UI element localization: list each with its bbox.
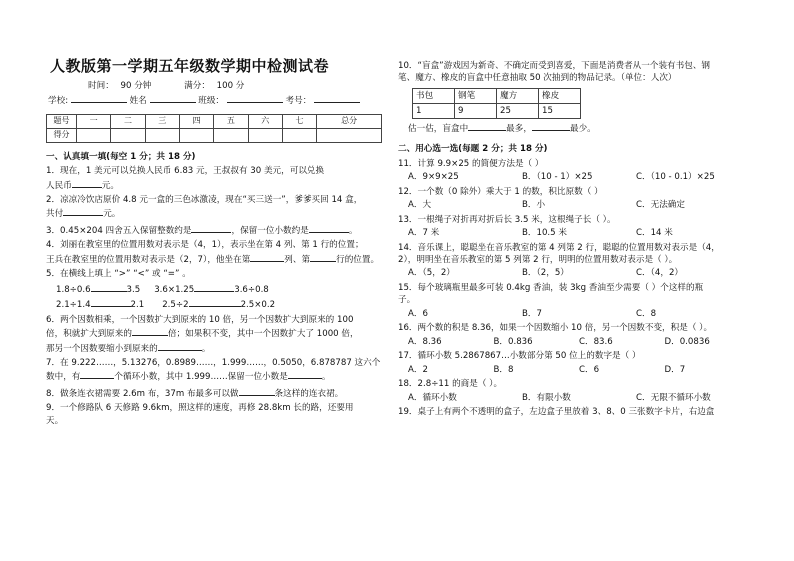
question-10	[398, 60, 750, 135]
question-text: 2），明明坐在音乐教室的第 5 列第 2 行，明明的位置用数对表示是（ ）。	[398, 254, 678, 265]
answer-blank[interactable]	[468, 121, 506, 131]
question-text: 天。	[46, 415, 64, 426]
score-input-cell[interactable]	[248, 128, 282, 142]
question-text: 1．现在，1 美元可以兑换人民币 6.83 元，王叔叔有 30 美元，可以兑换	[46, 166, 325, 177]
answer-blank[interactable]	[132, 326, 168, 336]
question-text: 最多，	[506, 123, 532, 134]
score-input-cell[interactable]	[317, 128, 382, 142]
table-cell: 1	[413, 103, 455, 118]
options	[398, 267, 750, 279]
question-6	[46, 314, 382, 355]
option-b[interactable]: B．0.836	[493, 336, 533, 347]
answer-blank[interactable]	[288, 369, 322, 379]
option-c[interactable]: C．6	[579, 364, 600, 375]
option-c[interactable]: C．8	[636, 308, 657, 319]
comparison-row-2	[46, 297, 382, 311]
expression: 3.6×1.25	[154, 284, 195, 295]
score-cell: 七	[282, 114, 316, 128]
question-2	[46, 194, 382, 221]
score-cell: 得分	[47, 128, 77, 142]
question-4	[46, 239, 382, 266]
answer-blank[interactable]	[309, 223, 349, 233]
left-column	[46, 56, 382, 427]
score-cell: 四	[179, 114, 213, 128]
question-text: 个循环小数，其中 1.999……保留一位小数是	[114, 372, 288, 383]
question-1	[46, 165, 382, 192]
blind-box-header-row	[413, 88, 581, 103]
options	[398, 171, 750, 183]
question-text: 。	[321, 372, 331, 383]
question-text: 2．凉凉冷饮店原价 4.8 元一盒的三色冰激凌，现在“买三送一”，爹爹买回 14 盒，	[46, 195, 363, 206]
table-cell: 魔方	[497, 88, 539, 103]
answer-blank[interactable]	[63, 206, 103, 216]
question-text: 估一估，盲盒中	[408, 123, 469, 134]
exam-title: 人教版第一学期五年级数学期中检测试卷	[50, 57, 330, 75]
question-7	[46, 357, 382, 384]
time-value: 90 分钟	[120, 80, 152, 91]
class-blank[interactable]	[227, 93, 283, 103]
school-blank[interactable]	[71, 93, 127, 103]
expression: 2.1	[130, 300, 145, 311]
option-b[interactable]: B．小	[522, 200, 546, 211]
table-cell: 15	[539, 103, 581, 118]
expression: 2.5×0.2	[240, 300, 276, 311]
answer-blank[interactable]	[91, 282, 127, 292]
option-b[interactable]: B．（10 - 1）×25	[522, 172, 593, 183]
options	[398, 364, 750, 376]
exam-no-label: 考号：	[285, 96, 312, 107]
option-c[interactable]: C．（10 - 0.1）×25	[636, 172, 715, 183]
section-heading-2: 二、用心选一选(每题 2 分；共 18 分)	[398, 144, 548, 155]
question-13	[398, 214, 750, 240]
score-cell: 题号	[47, 114, 77, 128]
score-cell: 六	[248, 114, 282, 128]
question-text: 6．两个因数相乘，一个因数扩大到原来的 10 倍，另一个因数扩大到原来的 100	[46, 314, 354, 325]
question-text: 12．一个数（0 除外）乘大于 1 的数，积比原数（ ）	[398, 186, 603, 197]
answer-blank[interactable]	[191, 223, 231, 233]
question-text: 元。	[101, 180, 119, 191]
table-cell: 橡皮	[539, 88, 581, 103]
option-a[interactable]: A．9×9×25	[408, 172, 459, 183]
question-text: 4．刘丽在教室里的位置用数对表示是（4，1），表示坐在第 4 列、第 1 行的位置；	[46, 240, 364, 251]
question-text: 。	[348, 225, 358, 236]
question-text: 10．“盲盒”游戏因为新奇、不确定而受到喜爱，下面是消费者从一个装有书包、钢	[398, 61, 711, 71]
option-b[interactable]: B．有限小数	[522, 392, 571, 403]
student-info-line	[46, 93, 382, 107]
question-10-estimate	[398, 121, 750, 135]
question-text: 18．2.8÷11 的商是（ ）。	[398, 379, 503, 390]
question-text: 共付	[46, 209, 64, 220]
question-text: 元。	[103, 209, 121, 220]
score-table	[46, 114, 382, 143]
question-15	[398, 282, 750, 320]
table-cell: 书包	[413, 88, 455, 103]
option-a[interactable]: A．7 米	[408, 228, 440, 239]
table-cell: 25	[497, 103, 539, 118]
blind-box-table	[412, 88, 581, 119]
score-cell: 总分	[317, 114, 382, 128]
option-c[interactable]: C．14 米	[636, 228, 673, 239]
question-11	[398, 158, 750, 184]
options	[398, 199, 750, 211]
question-text: 子。	[398, 295, 416, 306]
expression: 1.8÷0.6	[56, 284, 91, 295]
question-8	[46, 386, 382, 400]
question-3	[46, 223, 382, 237]
question-5	[46, 268, 382, 311]
answer-blank[interactable]	[532, 121, 570, 131]
question-text: 5．在横线上填上 “>” “<” 或 “=” 。	[46, 269, 191, 280]
full-score-label: 满分：	[184, 80, 210, 91]
question-14	[398, 242, 750, 280]
score-input-cell[interactable]	[77, 128, 111, 142]
option-b[interactable]: B．8	[493, 364, 514, 375]
score-cell: 二	[111, 114, 145, 128]
question-text: 最少。	[569, 123, 596, 134]
time-label: 时间：	[88, 80, 114, 91]
table-cell: 钢笔	[455, 88, 497, 103]
score-cell: 一	[77, 114, 111, 128]
question-text: 14．音乐课上，聪聪坐在音乐教室的第 4 列第 2 行，聪聪的位置用数对表示是（4，	[398, 242, 720, 253]
blind-box-value-row	[413, 103, 581, 118]
expression: 3.6÷0.8	[234, 284, 269, 295]
option-a[interactable]: A．大	[408, 200, 432, 211]
score-input-cell[interactable]	[179, 128, 213, 142]
question-text: 8．做条连衣裙需要 2.6m 布，37m 布最多可以做	[46, 388, 239, 399]
question-text: 15．每个玻璃瓶里最多可装 0.4kg 香油，装 3kg 香油至少需要（ ）个这样的瓶	[398, 282, 704, 293]
question-text: 16．两个数的积是 8.36，如果一个因数缩小 10 倍，另一个因数不变，积是（ ）。	[398, 323, 713, 334]
options	[398, 392, 750, 404]
expression: 3.5	[126, 284, 141, 295]
school-label: 学校:	[48, 96, 69, 107]
class-label: 班级：	[198, 96, 225, 107]
option-a[interactable]: A．循环小数	[408, 392, 457, 403]
answer-blank[interactable]	[72, 178, 102, 188]
question-text: 。	[201, 343, 211, 354]
question-text: 行的位置。	[336, 254, 380, 265]
question-text: 笔、魔方、橡皮的盲盒中任意抽取 50 次抽到的物品记录。（单位：人次）	[398, 73, 677, 84]
question-text: 19．桌子上有两个不透明的盒子，左边盒子里放着 3、8、0 三张数字卡片，右边盒	[398, 406, 715, 417]
question-text: 列、第	[284, 254, 311, 265]
section-heading-1: 一、认真填一填(每空 1 分；共 18 分)	[46, 151, 196, 162]
option-b[interactable]: B．7	[522, 308, 542, 319]
question-text: 王兵在教室里的位置用数对表示是（2，7），他坐在第	[46, 254, 251, 265]
option-d[interactable]: D．7	[664, 364, 686, 375]
table-cell: 9	[455, 103, 497, 118]
exam-meta-time	[46, 80, 382, 92]
name-blank[interactable]	[150, 93, 196, 103]
question-17	[398, 350, 750, 376]
option-d[interactable]: D．0.0836	[664, 336, 710, 347]
answer-blank[interactable]	[239, 386, 275, 396]
options	[398, 227, 750, 239]
question-text: 人民币	[46, 180, 72, 191]
score-table-score-row	[47, 128, 382, 142]
options	[398, 336, 750, 348]
expression: 2.1÷1.4	[56, 300, 91, 311]
expression: 2.5÷2	[162, 300, 189, 311]
question-text: ，保留一位小数约是	[231, 225, 309, 236]
score-table-header-row	[47, 114, 382, 128]
score-cell: 五	[214, 114, 248, 128]
full-score-value: 100 分	[216, 80, 245, 91]
exam-no-blank[interactable]	[314, 93, 360, 103]
score-cell: 三	[145, 114, 179, 128]
right-column	[398, 60, 750, 418]
question-19	[398, 406, 750, 418]
question-18	[398, 378, 750, 404]
question-text: 条这样的连衣裙。	[274, 388, 344, 399]
option-a[interactable]: A．6	[408, 308, 428, 319]
comparison-row-1	[46, 282, 382, 296]
option-b[interactable]: B．10.5 米	[522, 228, 567, 239]
option-a[interactable]: A．（5，2）	[408, 268, 455, 279]
option-c[interactable]: C．无法确定	[636, 200, 685, 211]
option-b[interactable]: B．（2，5）	[522, 268, 569, 279]
option-a[interactable]: A．2	[408, 364, 428, 375]
option-c[interactable]: C．83.6	[579, 336, 613, 347]
score-input-cell[interactable]	[111, 128, 145, 142]
name-label: 姓名	[129, 96, 147, 107]
answer-blank[interactable]	[194, 282, 234, 292]
answer-blank[interactable]	[80, 369, 114, 379]
score-input-cell[interactable]	[145, 128, 179, 142]
question-text: 那另一个因数要缩小到原来的	[46, 343, 158, 354]
question-text: 倍，积就扩大到原来的	[46, 329, 132, 340]
question-text: 3．0.45×204 四舍五入保留整数约是	[46, 225, 192, 236]
question-16	[398, 322, 750, 348]
question-9	[46, 402, 382, 427]
question-text: 9．一个修路队 6 天修路 9.6km，照这样的速度，再修 28.8km 长的路，还要用	[46, 403, 354, 414]
answer-blank[interactable]	[189, 297, 241, 307]
answer-blank[interactable]	[91, 297, 131, 307]
question-text: 11．计算 9.9×25 的简便方法是（ ）	[398, 158, 544, 169]
question-text: 7．在 9.222……，5.13276，0.8989……，1.999……，0.5050，6.878787 这六个	[46, 358, 381, 368]
option-a[interactable]: A．8.36	[408, 336, 442, 347]
question-text: 17．循环小数 5.2867867…小数部分第 50 位上的数字是（ ）	[398, 351, 641, 362]
option-c[interactable]: C．（4，2）	[636, 268, 684, 279]
question-text: 倍；如果积不变，其中一个因数扩大了 1000 倍，	[167, 329, 359, 340]
score-input-cell[interactable]	[214, 128, 248, 142]
answer-blank[interactable]	[158, 341, 202, 351]
answer-blank[interactable]	[310, 252, 336, 262]
question-12	[398, 186, 750, 212]
options	[398, 308, 750, 320]
score-input-cell[interactable]	[282, 128, 316, 142]
question-text: 13．一根绳子对折再对折后长 3.5 米，这根绳子长（ ）。	[398, 214, 616, 225]
answer-blank[interactable]	[250, 252, 284, 262]
option-c[interactable]: C．无限不循环小数	[636, 392, 711, 403]
question-text: 数中，有	[46, 372, 81, 383]
